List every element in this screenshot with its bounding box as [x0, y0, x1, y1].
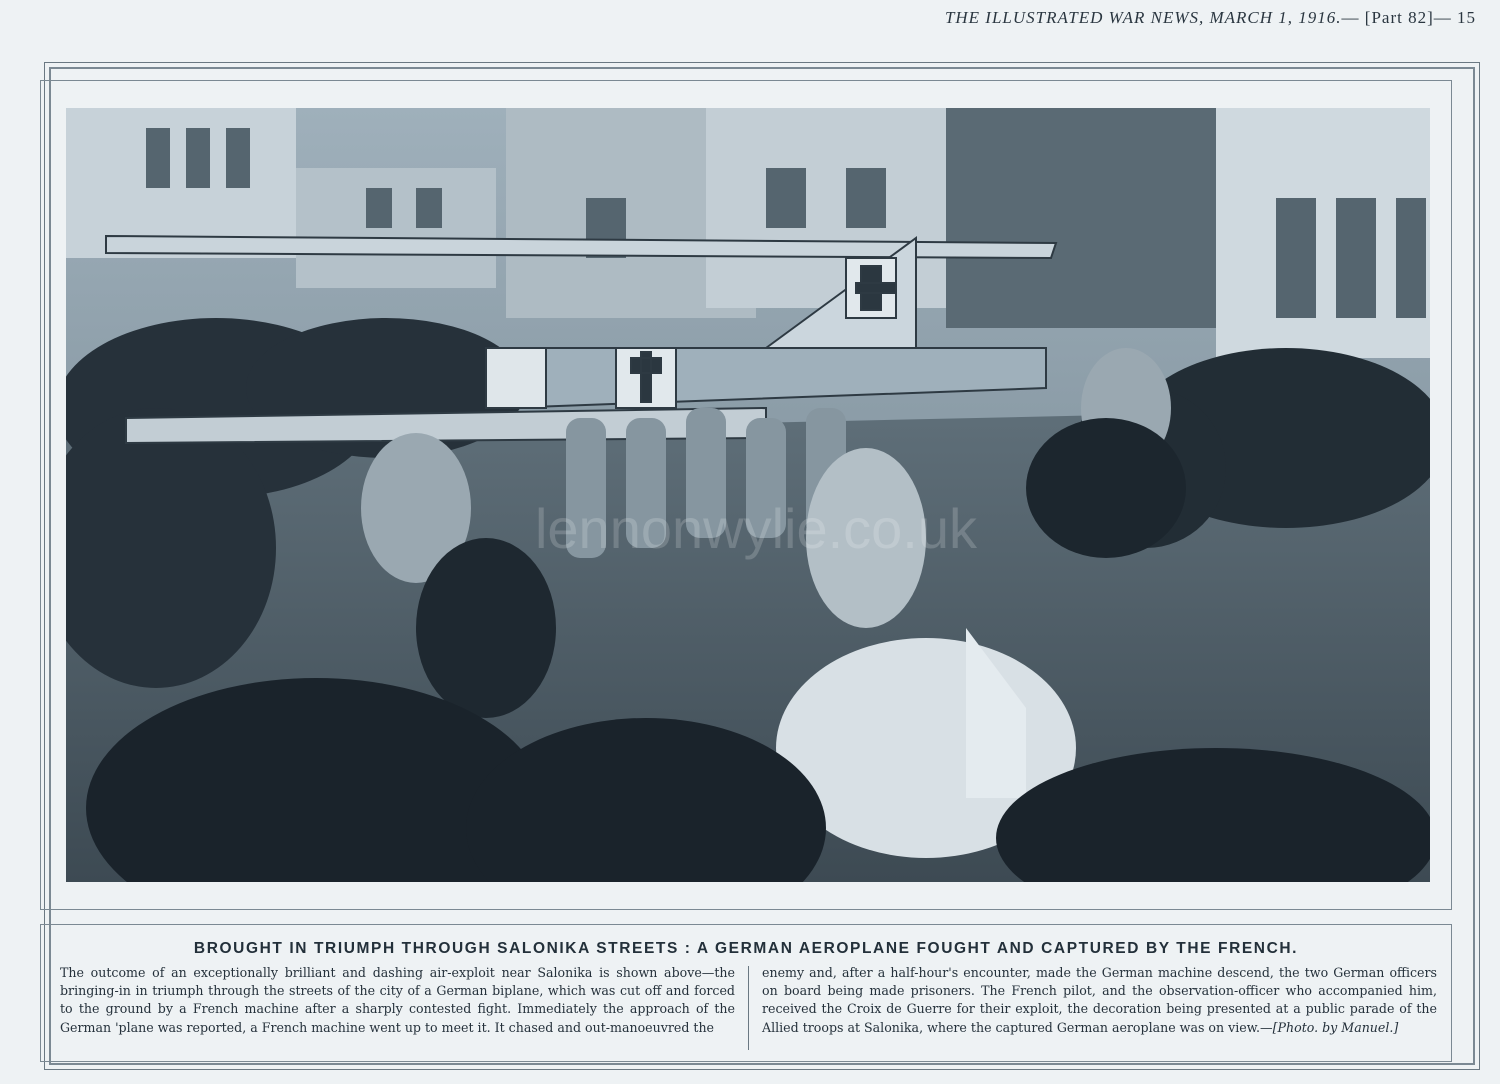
building-left [66, 108, 296, 258]
building-right-dark [946, 108, 1216, 328]
caption-column-right [762, 964, 1437, 1037]
photo-credit: [Photo. by Manuel.] [1272, 1019, 1399, 1035]
watermark: lennonwylie.co.uk [534, 497, 978, 560]
caption-column-left: The outcome of an exceptionally brilliant and dashing air-exploit near Salonika is shown above—the bringing-in in triumph through the streets of the city of a German biplane, which was cut off and forced to the ground by a French machine after a sharply contested fight. Immediately the approach of the German 'plane was reported, a French machine went up to meet it. It chased and out-manoeuvred the [60, 965, 735, 1035]
caption-title: BROUGHT IN TRIUMPH THROUGH SALONIKA STREETS : A GERMAN AEROPLANE FOUGHT AND CAPTURED BY THE FRENCH. [193, 940, 1299, 957]
photograph [66, 108, 1430, 882]
photo-illustration [66, 108, 1430, 882]
running-head [945, 8, 1476, 28]
caption-column-right-text: enemy and, after a half-hour's encounter, made the German machine descend, the two German officers on board being made prisoners. The French pilot, and the observation-officer who accompanied him, received the Croix de Guerre for their exploit, the decoration being presented at a public parade of the Allied troops at Salonika, where the captured German aeroplane was on view.— [762, 965, 1437, 1035]
running-head-title: THE ILLUSTRATED WAR NEWS, MARCH 1, 1916. [944, 8, 1342, 27]
column-divider [748, 966, 749, 1050]
running-head-part: — [Part 82]— 15 [1341, 8, 1476, 27]
building-left-2 [296, 168, 496, 288]
